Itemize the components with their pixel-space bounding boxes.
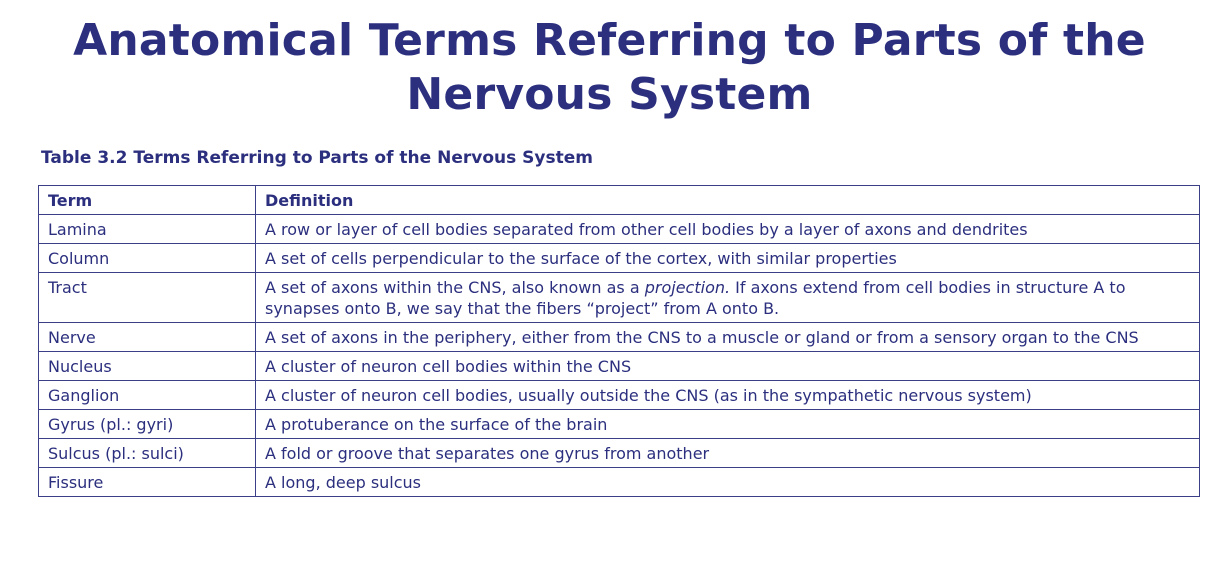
definition-cell: A row or layer of cell bodies separated from other cell bodies by a layer of axons and dendrites: [256, 215, 1200, 244]
term-cell: Sulcus (pl.: sulci): [39, 439, 256, 468]
term-cell: Fissure: [39, 468, 256, 497]
definition-text: If axons extend from cell bodies in structure A to synapses onto B, we say that the fibers “project” from A onto B.: [265, 278, 1126, 318]
table-row-lamina: [39, 215, 1200, 244]
term-cell: Tract: [39, 273, 256, 323]
table-row-column: [39, 244, 1200, 273]
definition-italic-term: projection.: [644, 278, 731, 297]
term-cell: Ganglion: [39, 381, 256, 410]
header-term: Term: [39, 186, 256, 215]
page-title-line-2: Nervous System: [406, 69, 813, 120]
definition-cell: A fold or groove that separates one gyrus from another: [256, 439, 1200, 468]
term-cell: Gyrus (pl.: gyri): [39, 410, 256, 439]
terms-table: [38, 185, 1200, 497]
term-cell: Lamina: [39, 215, 256, 244]
table-row-sulcus: [39, 439, 1200, 468]
definition-cell: A cluster of neuron cell bodies within the CNS: [256, 352, 1200, 381]
table-row-fissure: [39, 468, 1200, 497]
definition-cell: A set of cells perpendicular to the surface of the cortex, with similar properties: [256, 244, 1200, 273]
table-row-nerve: [39, 323, 1200, 352]
header-definition: Definition: [256, 186, 1200, 215]
table-row-gyrus: [39, 410, 1200, 439]
definition-cell: A cluster of neuron cell bodies, usually outside the CNS (as in the sympathetic nervous system): [256, 381, 1200, 410]
term-cell: Column: [39, 244, 256, 273]
table-row-tract: [39, 273, 1200, 323]
page-title: [0, 14, 1219, 122]
definition-cell: A long, deep sulcus: [256, 468, 1200, 497]
definition-cell: A set of axons in the periphery, either from the CNS to a muscle or gland or from a sensory organ to the CNS: [256, 323, 1200, 352]
table-caption: Table 3.2 Terms Referring to Parts of the Nervous System: [41, 148, 593, 168]
term-cell: Nucleus: [39, 352, 256, 381]
table-row-ganglion: [39, 381, 1200, 410]
term-cell: Nerve: [39, 323, 256, 352]
page-title-line-1: Anatomical Terms Referring to Parts of the: [73, 15, 1146, 66]
definition-cell: [256, 273, 1200, 323]
table-header-row: [39, 186, 1200, 215]
definition-text: A set of axons within the CNS, also known as a: [265, 278, 645, 297]
definition-cell: A protuberance on the surface of the brain: [256, 410, 1200, 439]
table-row-nucleus: [39, 352, 1200, 381]
